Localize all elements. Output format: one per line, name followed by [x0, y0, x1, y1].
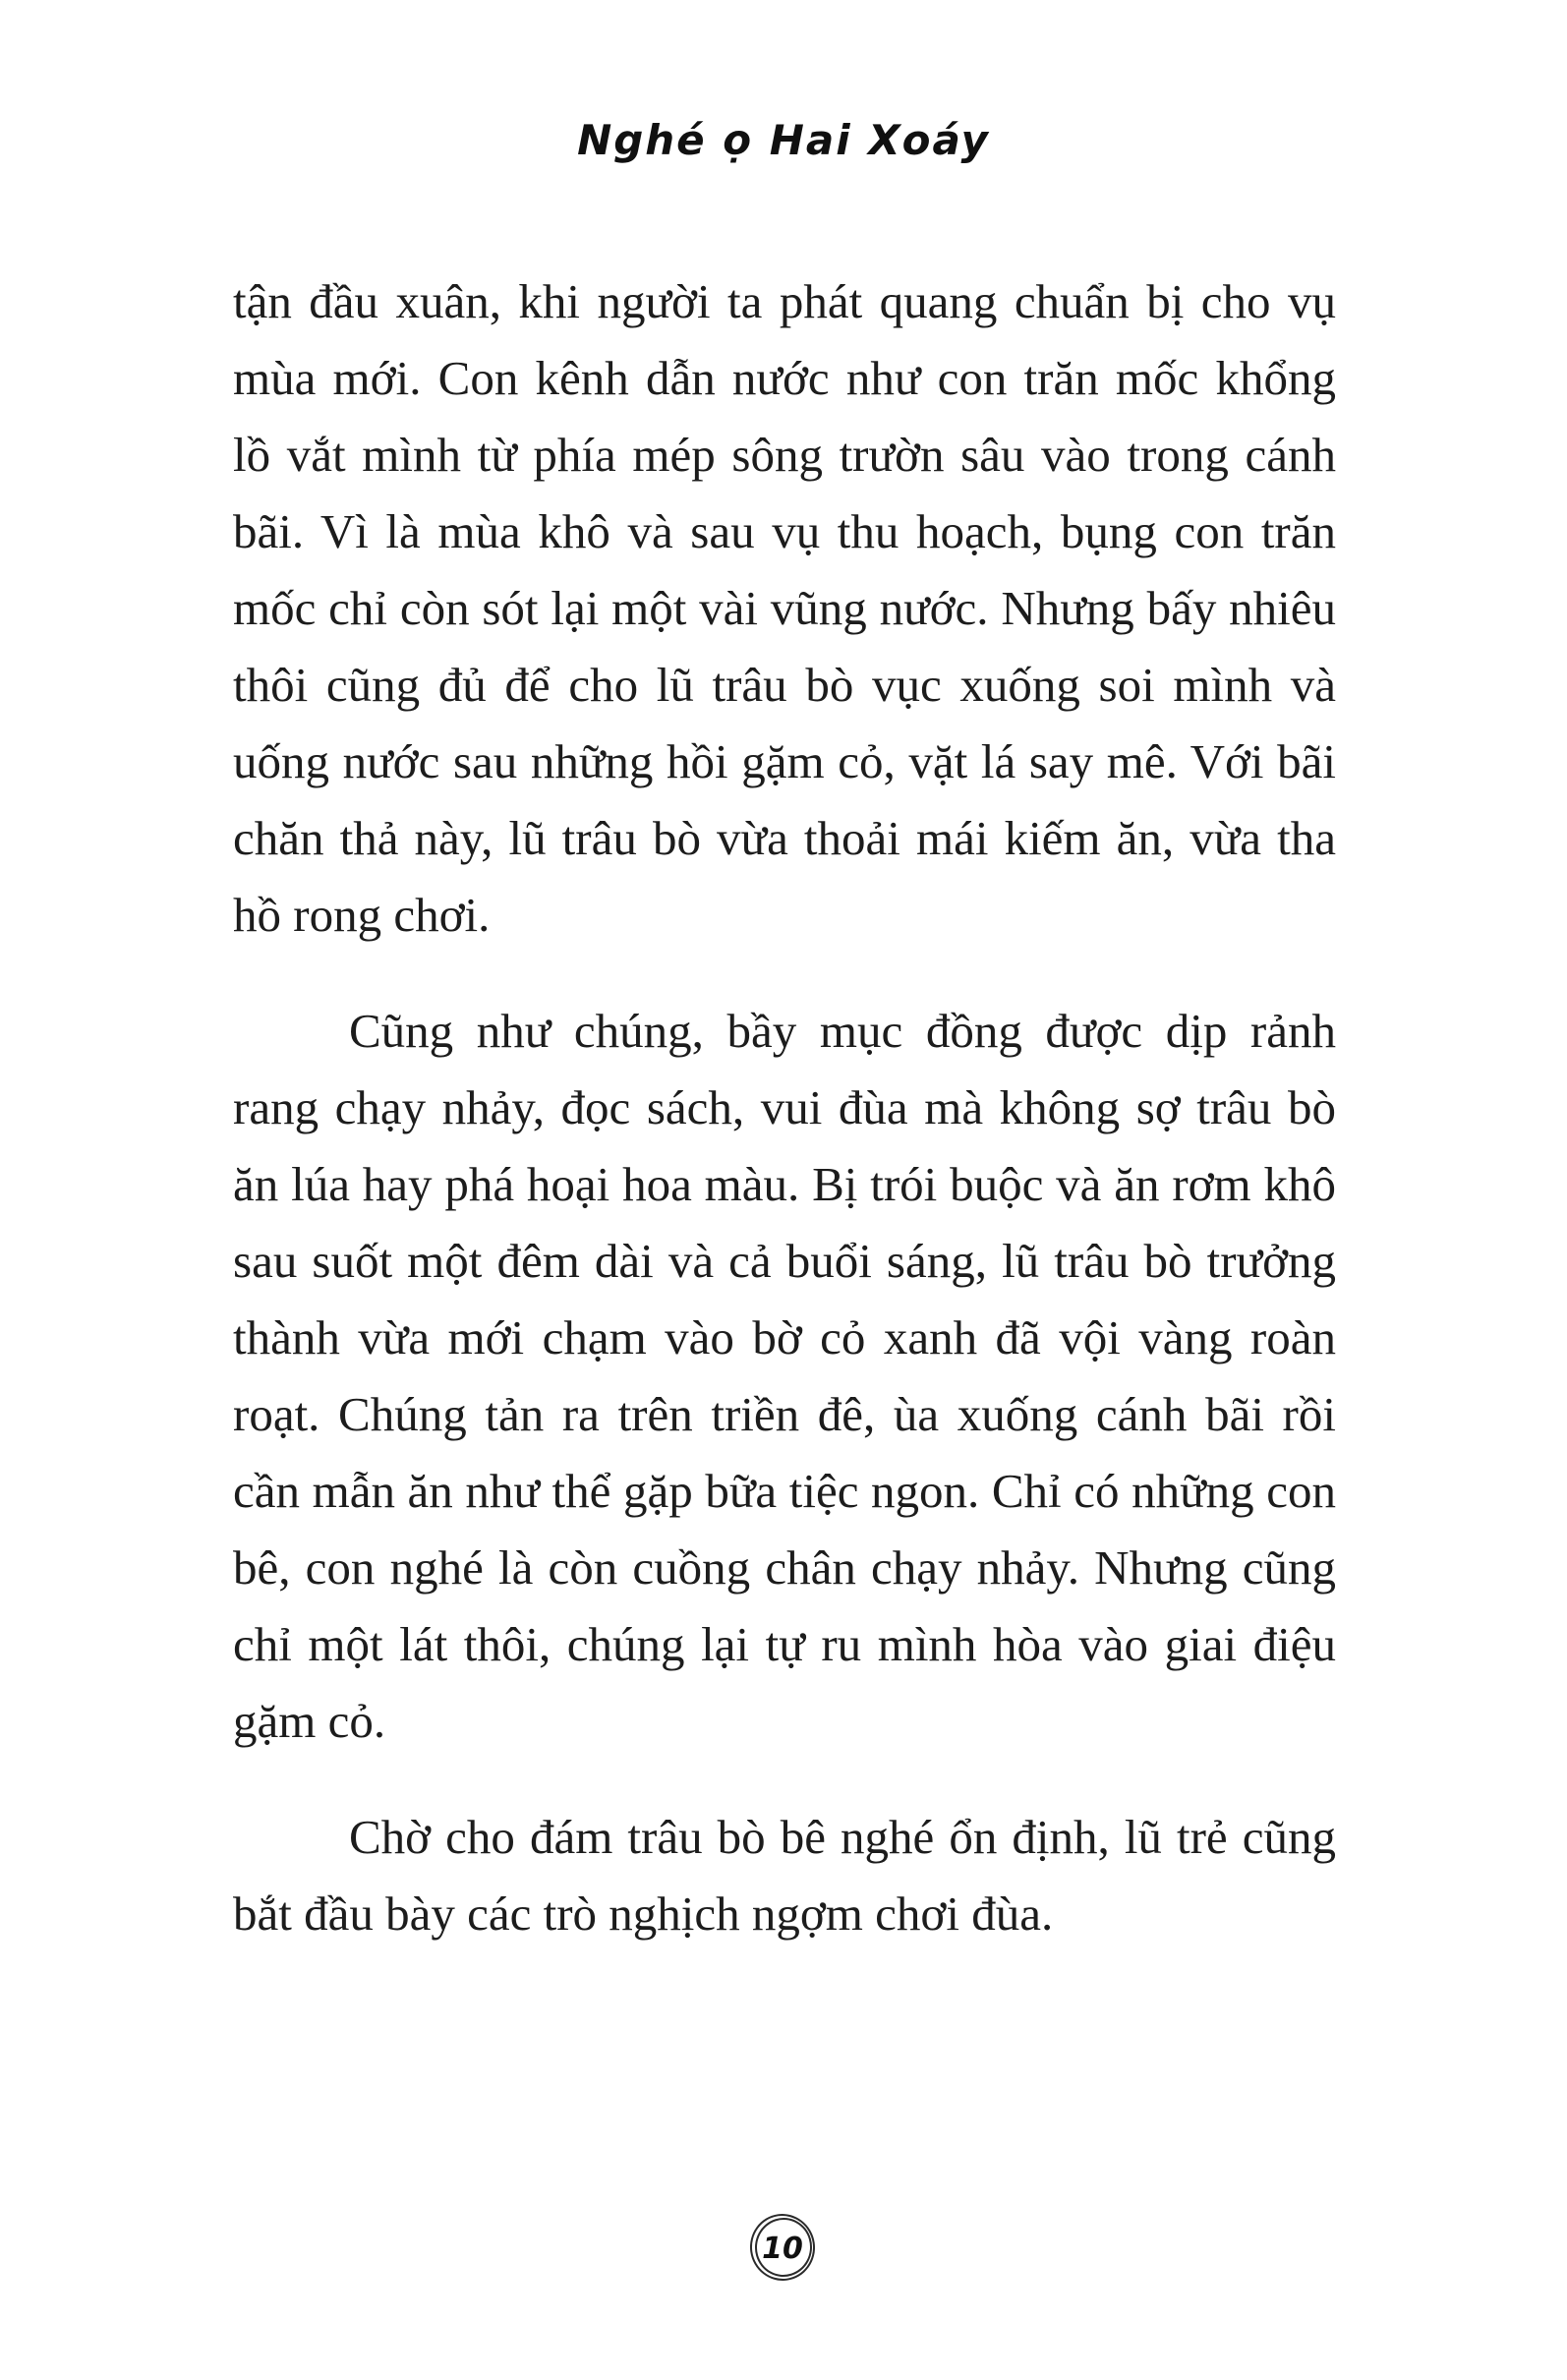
- page-number-ornament: [750, 2214, 817, 2281]
- running-header: Nghé ọ Hai Xoáy: [577, 116, 990, 164]
- paragraph-2: Cũng như chúng, bầy mục đồng được dịp rảnh rang chạy nhảy, đọc sách, vui đùa mà không sợ trâu bò ăn lúa hay phá hoại hoa màu. Bị trói buộc và ăn rơm khô sau suốt một đêm dài và cả buổi sáng, lũ trâu bò trưởng thành vừa mới chạm vào bờ cỏ xanh đã vội vàng roàn roạt. Chúng tản ra trên triền đê, ùa xuống cánh bãi rồi cần mẫn ăn như thể gặp bữa tiệc ngon. Chỉ có những con bê, con nghé là còn cuồng chân chạy nhảy. Nhưng cũng chỉ một lát thôi, chúng lại tự ru mình hòa vào giai điệu gặm cỏ.: [233, 1004, 1336, 1748]
- body-text: [233, 263, 1336, 1992]
- paragraph-1: tận đầu xuân, khi người ta phát quang chuẩn bị cho vụ mùa mới. Con kênh dẫn nước như con trăn mốc khổng lồ vắt mình từ phía mép sông trườn sâu vào trong cánh bãi. Vì là mùa khô và sau vụ thu hoạch, bụng con trăn mốc chỉ còn sót lại một vài vũng nước. Nhưng bấy nhiêu thôi cũng đủ để cho lũ trâu bò vục xuống soi mình và uống nước sau những hồi gặm cỏ, vặt lá say mê. Với bãi chăn thả này, lũ trâu bò vừa thoải mái kiếm ăn, vừa tha hồ rong chơi.: [233, 274, 1336, 942]
- paragraph-3: Chờ cho đám trâu bò bê nghé ổn định, lũ trẻ cũng bắt đầu bày các trò nghịch ngợm chơi đùa.: [233, 1810, 1336, 1941]
- page-number: 10: [762, 2231, 803, 2266]
